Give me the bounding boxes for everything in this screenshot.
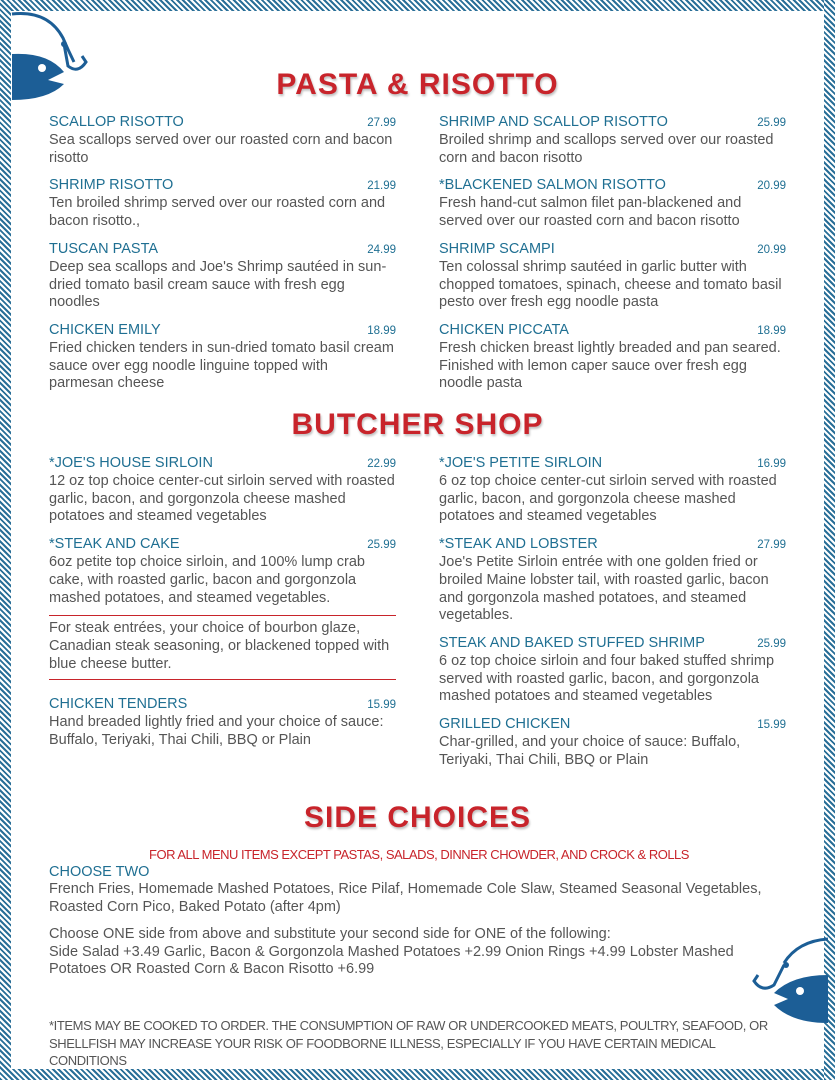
- menu-item: [439, 455, 786, 526]
- menu-item-header: [439, 536, 786, 554]
- menu-item-description: Ten broiled shrimp served over our roasted corn and bacon risotto.,: [49, 195, 386, 230]
- section-title-butcher: BUTCHER SHOP: [291, 408, 544, 441]
- menu-item-price: 27.99: [367, 117, 396, 129]
- menu-item-description: Joe's Petite Sirloin entrée with one golden fried or broiled Maine lobster tail, with roasted garlic, bacon and gorgonzola mashed potatoes, and steamed vegetables.: [439, 554, 769, 624]
- butcher-right-column: [439, 455, 786, 779]
- menu-item-description: Ten colossal shrimp sautéed in garlic butter with chopped tomatoes, spinach, cheese and tomato basil pesto over fresh egg noodle pasta: [439, 258, 782, 311]
- striped-border-left: [0, 0, 11, 1080]
- menu-item-price: 25.99: [757, 117, 786, 129]
- menu-item-price: 15.99: [757, 719, 786, 732]
- menu-item-description: Fresh hand-cut salmon filet pan-blackened and served over our roasted corn and bacon risotto: [439, 195, 742, 230]
- menu-item-name: SHRIMP AND SCALLOP RISOTTO: [439, 114, 668, 130]
- menu-item-price: 21.99: [367, 180, 396, 193]
- menu-item-price: 16.99: [757, 458, 786, 470]
- menu-item-price: 24.99: [367, 243, 396, 256]
- menu-item-header: [439, 241, 786, 259]
- menu-item-price: 18.99: [367, 324, 396, 337]
- section-title-pasta: PASTA & RISOTTO: [276, 68, 559, 101]
- menu-item-name: TUSCAN PASTA: [49, 240, 159, 257]
- disclaimer: *ITEMS MAY BE COOKED TO ORDER. THE CONSUMPTION OF RAW OR UNDERCOOKED MEATS, POULTRY, SEAFOOD, OR SHELLFISH MAY INCREASE YOUR RISK OF FOODBORNE ILLNESS, ESPECIALLY IF YOU HAVE CERTAIN MEDICAL CONDITIONS: [49, 1018, 768, 1069]
- menu-item-description: Fried chicken tenders in sun-dried tomato basil cream sauce over egg noodle linguine topped with parmesan cheese: [49, 339, 394, 392]
- menu-item-description: 12 oz top choice center-cut sirloin served with roasted garlic, bacon, and gorgonzola cheese mashed potatoes and steamed vegetables: [49, 473, 395, 525]
- striped-border-right: [824, 0, 835, 1080]
- substitute-intro: Choose ONE side from above and substitute your second side for ONE of the following:: [49, 925, 611, 942]
- menu-item: [439, 322, 786, 393]
- menu-item-description: Char-grilled, and your choice of sauce: Buffalo, Teriyaki, Thai Chili, BBQ or Plain: [439, 734, 741, 768]
- menu-item-price: 20.99: [757, 243, 786, 256]
- menu-item: [49, 536, 396, 607]
- menu-item-header: [49, 536, 396, 554]
- menu-item-header: [439, 716, 786, 734]
- menu-item-name: CHICKEN EMILY: [49, 321, 161, 338]
- striped-border-bottom: [0, 1069, 835, 1080]
- menu-item-header: [439, 635, 786, 653]
- menu-item-name: SHRIMP SCAMPI: [439, 240, 555, 257]
- substitute-list: Side Salad +3.49 Garlic, Bacon & Gorgonzola Mashed Potatoes +2.99 Onion Rings +4.99 Lobster Mashed Potatoes OR Roasted Corn & Bacon Risotto +6.99: [49, 943, 734, 978]
- menu-item-description: 6oz petite top choice sirloin, and 100% lump crab cake, with roasted garlic, bacon and gorgonzola mashed potatoes, and steamed vegetables.: [49, 554, 365, 606]
- menu-item-description: Deep sea scallops and Joe's Shrimp sautéed in sun-dried tomato basil cream sauce with fresh egg noodles: [49, 258, 387, 311]
- menu-item-name: CHICKEN PICCATA: [439, 321, 569, 338]
- menu-item-price: 27.99: [757, 539, 786, 552]
- sides-subtitle: FOR ALL MENU ITEMS EXCEPT PASTAS, SALADS, DINNER CHOWDER, AND CROCK & ROLLS: [149, 847, 689, 862]
- menu-item-header: [49, 696, 396, 714]
- menu-item-header: [439, 177, 786, 195]
- menu-item-description: Sea scallops served over our roasted corn and bacon risotto: [49, 132, 393, 166]
- menu-item-name: *BLACKENED SALMON RISOTTO: [439, 177, 666, 194]
- menu-item-description: Fresh chicken breast lightly breaded and pan seared. Finished with lemon caper sauce over fresh egg noodle pasta: [439, 339, 781, 392]
- menu-item: [49, 455, 396, 526]
- menu-item-price: 18.99: [757, 324, 786, 337]
- menu-item: [439, 177, 786, 230]
- menu-item-description: Broiled shrimp and scallops served over our roasted corn and bacon risotto: [439, 132, 774, 166]
- butcher-left-items: [49, 455, 396, 607]
- menu-item-header: [439, 455, 786, 473]
- butcher-left-items-2: [49, 696, 396, 749]
- menu-item-name: *JOE'S PETITE SIRLOIN: [439, 455, 603, 471]
- side-choices: [49, 846, 789, 979]
- menu-item: [49, 114, 396, 167]
- menu-item-description: Hand breaded lightly fried and your choice of sauce: Buffalo, Teriyaki, Thai Chili, BBQ or Plain: [49, 714, 384, 749]
- menu-item-header: [439, 322, 786, 340]
- menu-item: [439, 716, 786, 769]
- menu-item: [439, 536, 786, 625]
- striped-border-top: [0, 0, 835, 11]
- pasta-right-column: [439, 114, 786, 403]
- menu-item-name: STEAK AND BAKED STUFFED SHRIMP: [439, 634, 705, 651]
- menu-item-name: CHICKEN TENDERS: [49, 696, 188, 713]
- menu-item-name: SCALLOP RISOTTO: [49, 114, 184, 130]
- menu-item-name: *STEAK AND CAKE: [49, 536, 180, 553]
- menu-item-price: 15.99: [367, 699, 396, 712]
- menu-item: [49, 696, 396, 749]
- menu-item-name: *JOE'S HOUSE SIRLOIN: [49, 455, 213, 471]
- menu-item-price: 22.99: [367, 458, 396, 470]
- menu-item: [49, 241, 396, 312]
- menu-item: [49, 177, 396, 230]
- butcher-left-column: [49, 455, 396, 760]
- steak-options-note: For steak entrées, your choice of bourbon glaze, Canadian steak seasoning, or blackened topped with blue cheese butter.: [49, 615, 396, 680]
- menu-item-name: SHRIMP RISOTTO: [49, 177, 174, 194]
- menu-item-header: [49, 114, 396, 132]
- pasta-left-column: [49, 114, 396, 403]
- menu-item-header: [439, 114, 786, 132]
- menu-item-price: 25.99: [757, 637, 786, 650]
- menu-item: [439, 241, 786, 312]
- menu-item: [439, 114, 786, 167]
- menu-item-name: *STEAK AND LOBSTER: [439, 536, 598, 553]
- menu-item-name: GRILLED CHICKEN: [439, 716, 571, 733]
- menu-item-description: 6 oz top choice center-cut sirloin served with roasted garlic, bacon, and gorgonzola cheese mashed potatoes and steamed vegetables: [439, 473, 777, 525]
- menu-item-header: [49, 322, 396, 340]
- sides-list: French Fries, Homemade Mashed Potatoes, Rice Pilaf, Homemade Cole Slaw, Steamed Seasonal Vegetables, Roasted Corn Pico, Baked Potato (after 4pm): [49, 881, 762, 916]
- menu-item: [49, 322, 396, 393]
- menu-item-header: [49, 455, 396, 473]
- section-title-sides: SIDE CHOICES: [303, 801, 532, 834]
- menu-item-header: [49, 241, 396, 259]
- menu-item-description: 6 oz top choice sirloin and four baked stuffed shrimp served with roasted garlic, bacon, and gorgonzola mashed potatoes and steamed vegetables: [439, 652, 775, 705]
- choose-two-heading: CHOOSE TWO: [49, 863, 150, 880]
- menu-item-price: 20.99: [757, 180, 786, 193]
- menu-item: [439, 635, 786, 706]
- menu-item-price: 25.99: [367, 539, 396, 552]
- menu-item-header: [49, 177, 396, 195]
